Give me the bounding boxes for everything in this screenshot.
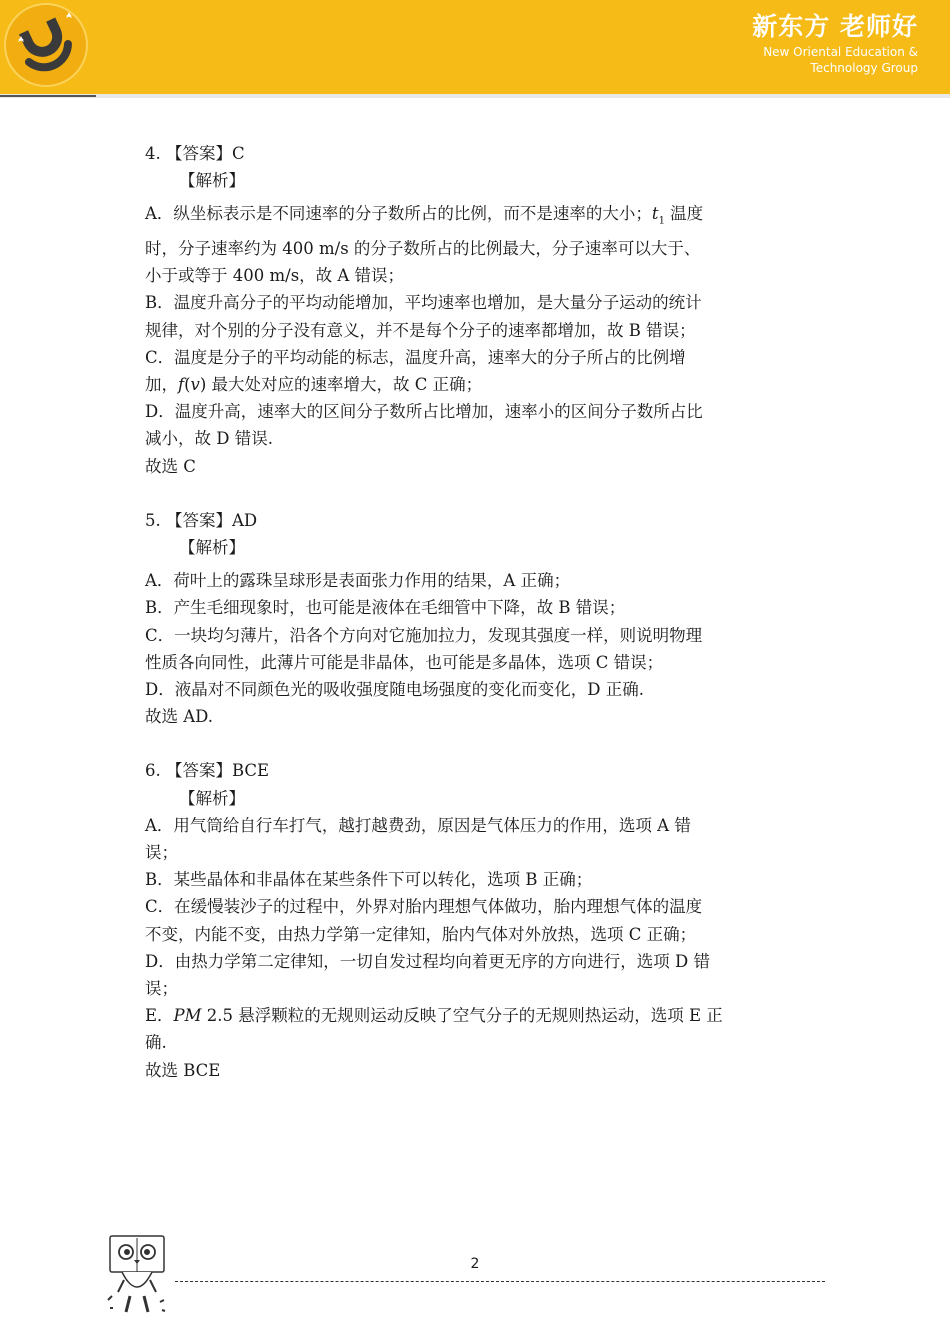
page-header: [0, 0, 950, 94]
q4-option-c-2: [145, 371, 807, 398]
q6-option-a-2: 误；: [145, 842, 178, 862]
q4-option-a: [145, 200, 807, 235]
q5-choice: 故选 AD.: [145, 707, 214, 727]
q4-option-a-3: 小于或等于 400 m/s，故 A 错误；: [145, 266, 405, 286]
brand-name-en-1: New Oriental Education &: [763, 45, 918, 59]
q4-option-b: B．温度升高分子的平均动能增加，平均速率也增加，是大量分子运动的统计: [145, 293, 702, 313]
q5-analysis-label: 【解析】: [179, 537, 245, 557]
q6-option-e: [145, 1002, 807, 1029]
q6-analysis-label: 【解析】: [179, 788, 245, 808]
q4-title: 4. 【答案】C: [145, 144, 245, 163]
q4-c-text2: 最大处对应的速率增大，故 C 正确；: [206, 374, 483, 394]
q6-e-label: E．: [145, 1006, 174, 1026]
q6-e-pm: PM: [173, 1006, 202, 1026]
q6-option-e-2: 确.: [145, 1033, 167, 1053]
q4-a-var: t: [651, 204, 659, 224]
q4-option-b-2: 规律，对个别的分子没有意义，并不是每个分子的速率都增加，故 B 错误；: [145, 320, 696, 340]
q4-c-paren-close: ): [199, 374, 207, 394]
owl-mascot-icon: [104, 1232, 170, 1316]
q4-c-v: v: [190, 374, 200, 394]
q4-a-text2: 温度: [664, 204, 704, 224]
header-shadow: [0, 94, 950, 98]
q6-option-d: D．由热力学第二定律知，一切自发过程均向着更无序的方向进行，选项 D 错: [145, 951, 710, 971]
q6-option-b: B．某些晶体和非晶体在某些条件下可以转化，选项 B 正确；: [145, 870, 593, 890]
q6-choice: 故选 BCE: [145, 1060, 221, 1080]
brand-name-cn: 新东方 老师好: [752, 12, 918, 41]
q4-option-a-2: 时，分子速率约为 400 m/s 的分子数所占的比例最大，分子速率可以大于、: [145, 238, 701, 258]
q4-option-d-2: 减小，故 D 错误.: [145, 429, 273, 449]
header-accent-line: [0, 95, 96, 97]
q4-option-d: D．温度升高，速率大的区间分子数所占比增加，速率小的区间分子数所占比: [145, 402, 703, 422]
q6-title: 6. 【答案】BCE: [145, 761, 270, 781]
q5-option-d: D．液晶对不同颜色光的吸收强度随电场强度的变化而变化，D 正确.: [145, 679, 644, 699]
magnet-logo-icon: [4, 2, 88, 88]
q5-option-c: C．一块均匀薄片，沿各个方向对它施加拉力，发现其强度一样，则说明物理: [145, 625, 703, 645]
q4-analysis-label: 【解析】: [179, 171, 245, 191]
q4-c-paren-open: (: [184, 374, 191, 394]
q6-option-a: A．用气筒给自行车打气，越打越费劲，原因是气体压力的作用，选项 A 错: [145, 815, 691, 835]
page-number: 2: [470, 1256, 480, 1272]
q5-option-a: A．荷叶上的露珠呈球形是表面张力作用的结果，A 正确；: [145, 571, 571, 591]
q4-a-text: A．纵坐标表示是不同速率的分子数所占的比例，而不是速率的大小；: [145, 204, 652, 224]
footer-divider: [175, 1281, 825, 1282]
q4-c-f: f: [178, 374, 185, 394]
q6-option-c: C．在缓慢装沙子的过程中，外界对胎内理想气体做功，胎内理想气体的温度: [145, 897, 703, 917]
brand-name-en-2: Technology Group: [810, 61, 918, 75]
q5-option-b: B．产生毛细现象时，也可能是液体在毛细管中下降，故 B 错误；: [145, 598, 626, 618]
brand-block: [752, 10, 918, 76]
q6-e-text: 2.5 悬浮颗粒的无规则运动反映了空气分子的无规则热运动，选项 E 正: [201, 1006, 723, 1026]
q4-choice: 故选 C: [145, 456, 196, 476]
q5-title: 5. 【答案】AD: [145, 510, 258, 530]
q6-option-c-2: 不变，内能不变，由热力学第一定律知，胎内气体对外放热，选项 C 正确；: [145, 924, 697, 944]
q4-a-sub: 1: [658, 215, 665, 227]
q4-c-text: 加，: [145, 374, 178, 394]
q5-option-c-2: 性质各向同性，此薄片可能是非晶体，也可能是多晶体，选项 C 错误；: [145, 652, 664, 672]
q4-option-c: C．温度是分子的平均动能的标志，温度升高，速率大的分子所占的比例增: [145, 347, 686, 367]
document-body: [145, 140, 807, 1084]
q6-option-d-2: 误；: [145, 978, 178, 998]
